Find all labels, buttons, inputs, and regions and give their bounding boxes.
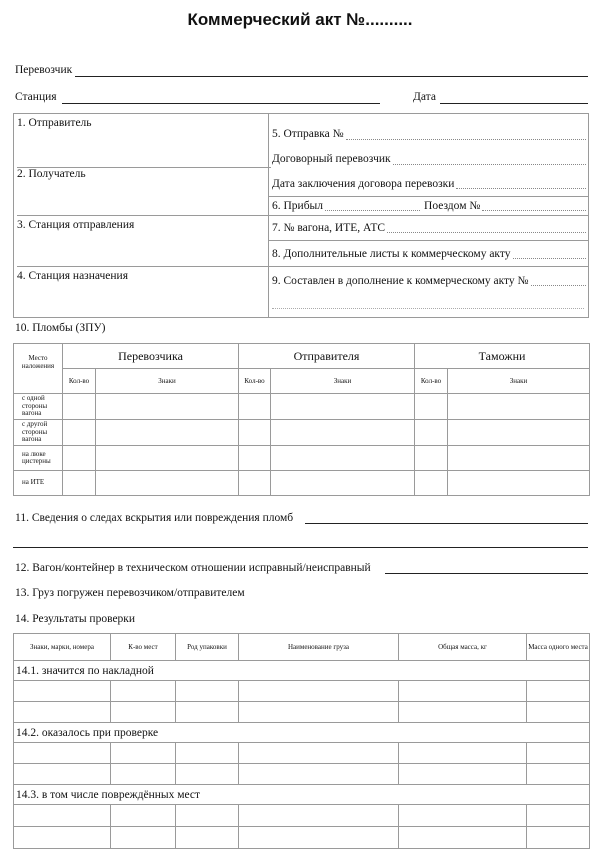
cell[interactable]: [527, 827, 590, 849]
cell[interactable]: [14, 805, 111, 827]
cell[interactable]: [111, 764, 176, 785]
carrier-field[interactable]: [75, 76, 588, 77]
cell[interactable]: [96, 394, 239, 420]
table-row: [14, 446, 590, 471]
cell[interactable]: [14, 827, 111, 849]
cell[interactable]: [271, 471, 415, 496]
cell[interactable]: [399, 805, 527, 827]
cell[interactable]: [448, 420, 590, 446]
qty-header: Кол-во: [239, 369, 271, 394]
qty-header: Кол-во: [63, 369, 96, 394]
cell[interactable]: [399, 681, 527, 702]
col-count: К-во мест: [111, 634, 176, 661]
group-customs: Таможни: [415, 344, 590, 369]
date-label: Дата: [413, 91, 436, 103]
signs-header: Знаки: [448, 369, 590, 394]
cell[interactable]: [63, 420, 96, 446]
seals-title: 10. Пломбы (ЗПУ): [15, 322, 106, 334]
extra-sheets-label: 8. Дополнительные листы к коммерческому акту: [272, 247, 511, 260]
cell[interactable]: [239, 805, 399, 827]
col-total-mass: Общая масса, кг: [399, 634, 527, 661]
table-row: [14, 471, 590, 496]
cell[interactable]: [239, 446, 271, 471]
table-row: [14, 743, 590, 764]
contract-carrier-field[interactable]: [269, 149, 589, 165]
cell[interactable]: [14, 743, 111, 764]
carrier-label: Перевозчик: [15, 64, 73, 76]
cell[interactable]: [271, 394, 415, 420]
cell[interactable]: [271, 446, 415, 471]
cell[interactable]: [448, 446, 590, 471]
cell[interactable]: [239, 702, 399, 723]
supplement-field[interactable]: [269, 269, 589, 293]
qty-header: Кол-во: [415, 369, 448, 394]
contract-date-label: Дата заключения договора перевозки: [272, 178, 455, 190]
table-row: [14, 420, 590, 446]
signs-header: Знаки: [271, 369, 415, 394]
cell[interactable]: [96, 420, 239, 446]
cell[interactable]: [176, 681, 239, 702]
receiver-field[interactable]: 2. Получатель: [17, 165, 271, 216]
cell[interactable]: [176, 702, 239, 723]
cell[interactable]: [14, 764, 111, 785]
cell[interactable]: [239, 764, 399, 785]
cell[interactable]: [448, 471, 590, 496]
extra-sheets-field[interactable]: [269, 241, 589, 267]
cell[interactable]: [96, 446, 239, 471]
table-row: [14, 764, 590, 785]
arrived-label: 6. Прибыл: [272, 200, 324, 212]
seals-table: [13, 343, 590, 496]
table-row: [14, 702, 590, 723]
row-label: с одной стороны вагона: [14, 394, 63, 420]
cell[interactable]: [14, 681, 111, 702]
table-row: [14, 827, 590, 849]
cell[interactable]: [63, 394, 96, 420]
dispatch-field[interactable]: [269, 124, 589, 140]
cell[interactable]: [96, 471, 239, 496]
cell[interactable]: [527, 681, 590, 702]
section-12-field[interactable]: [385, 573, 588, 574]
wagon-field[interactable]: [269, 216, 589, 241]
group-sender: Отправителя: [239, 344, 415, 369]
section-11-field-2[interactable]: [13, 547, 588, 548]
cell[interactable]: [63, 471, 96, 496]
date-field[interactable]: [440, 103, 588, 104]
wagon-label: 7. № вагона, ИТЕ, АТС: [272, 222, 386, 234]
section-13-label: 13. Груз погружен перевозчиком/отправителем: [15, 587, 245, 599]
cell[interactable]: [111, 743, 176, 764]
cell[interactable]: [111, 702, 176, 723]
cell[interactable]: [111, 681, 176, 702]
row-label: на ИТЕ: [14, 471, 63, 496]
cell[interactable]: [448, 394, 590, 420]
cell[interactable]: [176, 827, 239, 849]
group-carrier: Перевозчика: [63, 344, 239, 369]
section-14-3: 14.3. в том числе повреждённых мест: [14, 785, 590, 805]
section-11-label: 11. Сведения о следах вскрытия или повреждения пломб: [15, 512, 294, 524]
contract-date-field[interactable]: [269, 172, 589, 197]
cell[interactable]: [111, 827, 176, 849]
station-field[interactable]: [62, 103, 380, 104]
results-table: [13, 633, 590, 849]
place-header: Место наложения: [14, 344, 63, 394]
cell[interactable]: [111, 805, 176, 827]
table-row: [14, 681, 590, 702]
cell[interactable]: [415, 420, 448, 446]
cell[interactable]: [239, 394, 271, 420]
cell[interactable]: [239, 827, 399, 849]
section-14-2: 14.2. оказалось при проверке: [14, 723, 590, 743]
arrived-field[interactable]: [269, 197, 589, 216]
supplement-label: 9. Составлен в дополнение к коммерческому акту №: [272, 275, 529, 287]
row-label: с другой стороны вагона: [14, 420, 63, 446]
cell[interactable]: [176, 743, 239, 764]
destination-station-field[interactable]: 4. Станция назначения: [17, 270, 129, 282]
cell[interactable]: [239, 681, 399, 702]
departure-station-field[interactable]: 3. Станция отправления: [17, 216, 271, 267]
station-label: Станция: [15, 91, 57, 103]
section-11-field[interactable]: [305, 523, 588, 524]
cell[interactable]: [415, 394, 448, 420]
info-block: [13, 113, 589, 318]
page-title: Коммерческий акт №..........: [187, 10, 413, 29]
col-marks: Знаки, марки, номера: [14, 634, 111, 661]
cell[interactable]: [399, 743, 527, 764]
cell[interactable]: [527, 764, 590, 785]
section-14-1: 14.1. значится по накладной: [14, 661, 590, 681]
cell[interactable]: [527, 805, 590, 827]
cell[interactable]: [176, 764, 239, 785]
cell[interactable]: [239, 420, 271, 446]
cell[interactable]: [415, 446, 448, 471]
cell[interactable]: [415, 471, 448, 496]
cell[interactable]: [239, 743, 399, 764]
col-packaging: Род упаковки: [176, 634, 239, 661]
contract-carrier-label: Договорный перевозчик: [272, 153, 391, 165]
cell[interactable]: [399, 702, 527, 723]
table-row: [14, 394, 590, 420]
cell[interactable]: [63, 446, 96, 471]
cell[interactable]: [527, 702, 590, 723]
cell[interactable]: [399, 764, 527, 785]
cell[interactable]: [176, 805, 239, 827]
table-row: [14, 805, 590, 827]
signs-header: Знаки: [96, 369, 239, 394]
results-title: 14. Результаты проверки: [15, 613, 136, 625]
cell[interactable]: [271, 420, 415, 446]
col-unit-mass: Масса одного места: [527, 634, 590, 661]
train-label: Поездом №: [424, 200, 481, 212]
section-12-label: 12. Вагон/контейнер в техническом отношении исправный/неисправный: [15, 562, 371, 574]
col-cargo-name: Наименование груза: [239, 634, 399, 661]
cell[interactable]: [239, 471, 271, 496]
cell[interactable]: [527, 743, 590, 764]
cell[interactable]: [399, 827, 527, 849]
cell[interactable]: [14, 702, 111, 723]
dispatch-label: 5. Отправка №: [272, 128, 344, 140]
row-label: на люке цистерны: [14, 446, 63, 471]
sender-field[interactable]: 1. Отправитель: [17, 117, 271, 168]
supplement-extra-line[interactable]: [272, 308, 584, 309]
